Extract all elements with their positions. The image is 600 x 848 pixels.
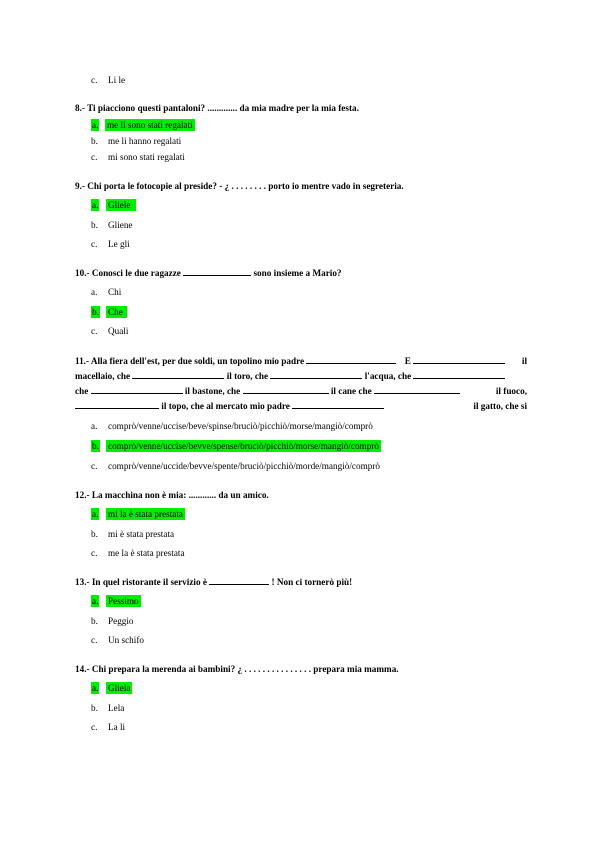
option-text: me li sono stati regalati	[107, 120, 193, 130]
answer-blank	[183, 267, 251, 276]
option-text: Che	[106, 306, 127, 318]
option-letter: a.	[92, 596, 99, 606]
option-letter: b.	[91, 220, 98, 230]
option-text: Quali	[108, 326, 129, 336]
option-text: La li	[108, 722, 126, 732]
option-text: comprò/venne/uccide/bevve/spente/bruciò/picchiò/morde/mangiò/comprò	[108, 461, 380, 471]
option-text: mi la è stata prestata	[108, 509, 183, 519]
option-text: Li le	[108, 75, 126, 85]
prompt-text: 11.- Alla fiera dell'est, per due soldi, un topolino mio padre	[75, 356, 305, 366]
option-text: comprò/venne/uccise/bevve/spense/bruciò/picchiò/morse/mangiò/comprò	[108, 441, 379, 451]
option-letter: c.	[91, 75, 98, 85]
option-letter: b.	[92, 307, 99, 317]
answer-blank	[75, 400, 159, 409]
prompt-text: il bastone, che	[184, 386, 241, 396]
option-letter: a.	[92, 120, 99, 130]
option-text: Le gli	[108, 239, 130, 249]
option-letter: c.	[91, 239, 98, 249]
option-letter: c.	[91, 152, 98, 162]
option-letter: c.	[91, 326, 98, 336]
option-text: mi è stata prestata	[108, 529, 175, 539]
option-letter: b.	[91, 136, 98, 146]
option-text: mi sono stati regalati	[108, 152, 185, 162]
option-letter: a.	[92, 509, 99, 519]
option-letter: a.	[92, 200, 99, 210]
q8-prompt: 8.- Ti piacciono questi pantaloni? ............. da mia madre per la mia festa.	[75, 103, 359, 113]
prompt-text: macellaio, che	[75, 371, 131, 381]
prompt-text: il fuoco,	[495, 386, 527, 396]
option-text: Pessimo	[108, 596, 139, 606]
q12-prompt: 12.- La macchina non è mia: ............ da un amico.	[75, 490, 269, 500]
answer-blank	[91, 385, 183, 394]
option-letter: c.	[91, 461, 98, 471]
option-text: Gliele	[106, 199, 136, 211]
option-text: Lela	[108, 703, 125, 713]
option-letter: b.	[92, 441, 99, 451]
q14-prompt: 14.- Chi prepara la merenda ai bambini? ¿ . . . . . . . . . . . . . . . prepara mia mamma.	[75, 664, 399, 674]
q11-prompt	[75, 354, 527, 414]
prompt-text: che	[75, 386, 89, 396]
answer-blank	[132, 370, 224, 379]
prompt-text: il topo, che al mercato mio padre	[161, 401, 290, 411]
option-letter: c.	[91, 548, 98, 558]
option-letter: a.	[91, 287, 98, 297]
option-letter: b.	[91, 703, 98, 713]
option-text: comprò/venne/uccise/beve/spinse/bruciò/picchiò/morse/mangiò/comprò	[108, 421, 373, 431]
prompt-text: il cane che	[330, 386, 372, 396]
answer-blank	[209, 576, 269, 585]
prompt-text: il	[521, 356, 527, 366]
answer-blank	[413, 355, 505, 364]
q13-prompt	[75, 576, 352, 588]
q9-prompt: 9.- Chi porta le fotocopie al preside? - ¿ . . . . . . . . porto io mentre vado in segreteria.	[75, 181, 404, 191]
option-letter: c.	[91, 722, 98, 732]
prompt-text: 13.- In quel ristorante il servizio è	[75, 577, 207, 587]
answer-blank	[292, 400, 384, 409]
option-text: Un schifo	[108, 635, 144, 645]
prompt-text: il toro, che	[226, 371, 269, 381]
option-text: Peggio	[108, 616, 134, 626]
q10-prompt	[75, 267, 342, 279]
prompt-text: 10.- Conosci le due ragazze	[75, 268, 181, 278]
answer-blank	[270, 370, 362, 379]
option-text: Gliene	[108, 220, 133, 230]
option-text: Chi	[108, 287, 122, 297]
option-text: Gliela	[108, 683, 131, 693]
option-letter: c.	[91, 635, 98, 645]
prompt-text: sono insieme a Mario?	[253, 268, 342, 278]
answer-blank	[306, 355, 396, 364]
prompt-text: l'acqua, che	[364, 371, 412, 381]
option-text: me li hanno regalati	[108, 136, 182, 146]
option-letter: a.	[92, 683, 99, 693]
answer-blank	[243, 385, 329, 394]
option-letter: b.	[91, 616, 98, 626]
prompt-text: E	[404, 356, 411, 366]
option-letter: a.	[91, 421, 98, 431]
prompt-text: ! Non ci tornerò più!	[271, 577, 353, 587]
answer-blank	[413, 370, 505, 379]
answer-blank	[374, 385, 460, 394]
option-letter: b.	[91, 529, 98, 539]
option-text: me la è stata prestata	[108, 548, 185, 558]
prompt-text: il gatto, che si	[473, 401, 527, 411]
